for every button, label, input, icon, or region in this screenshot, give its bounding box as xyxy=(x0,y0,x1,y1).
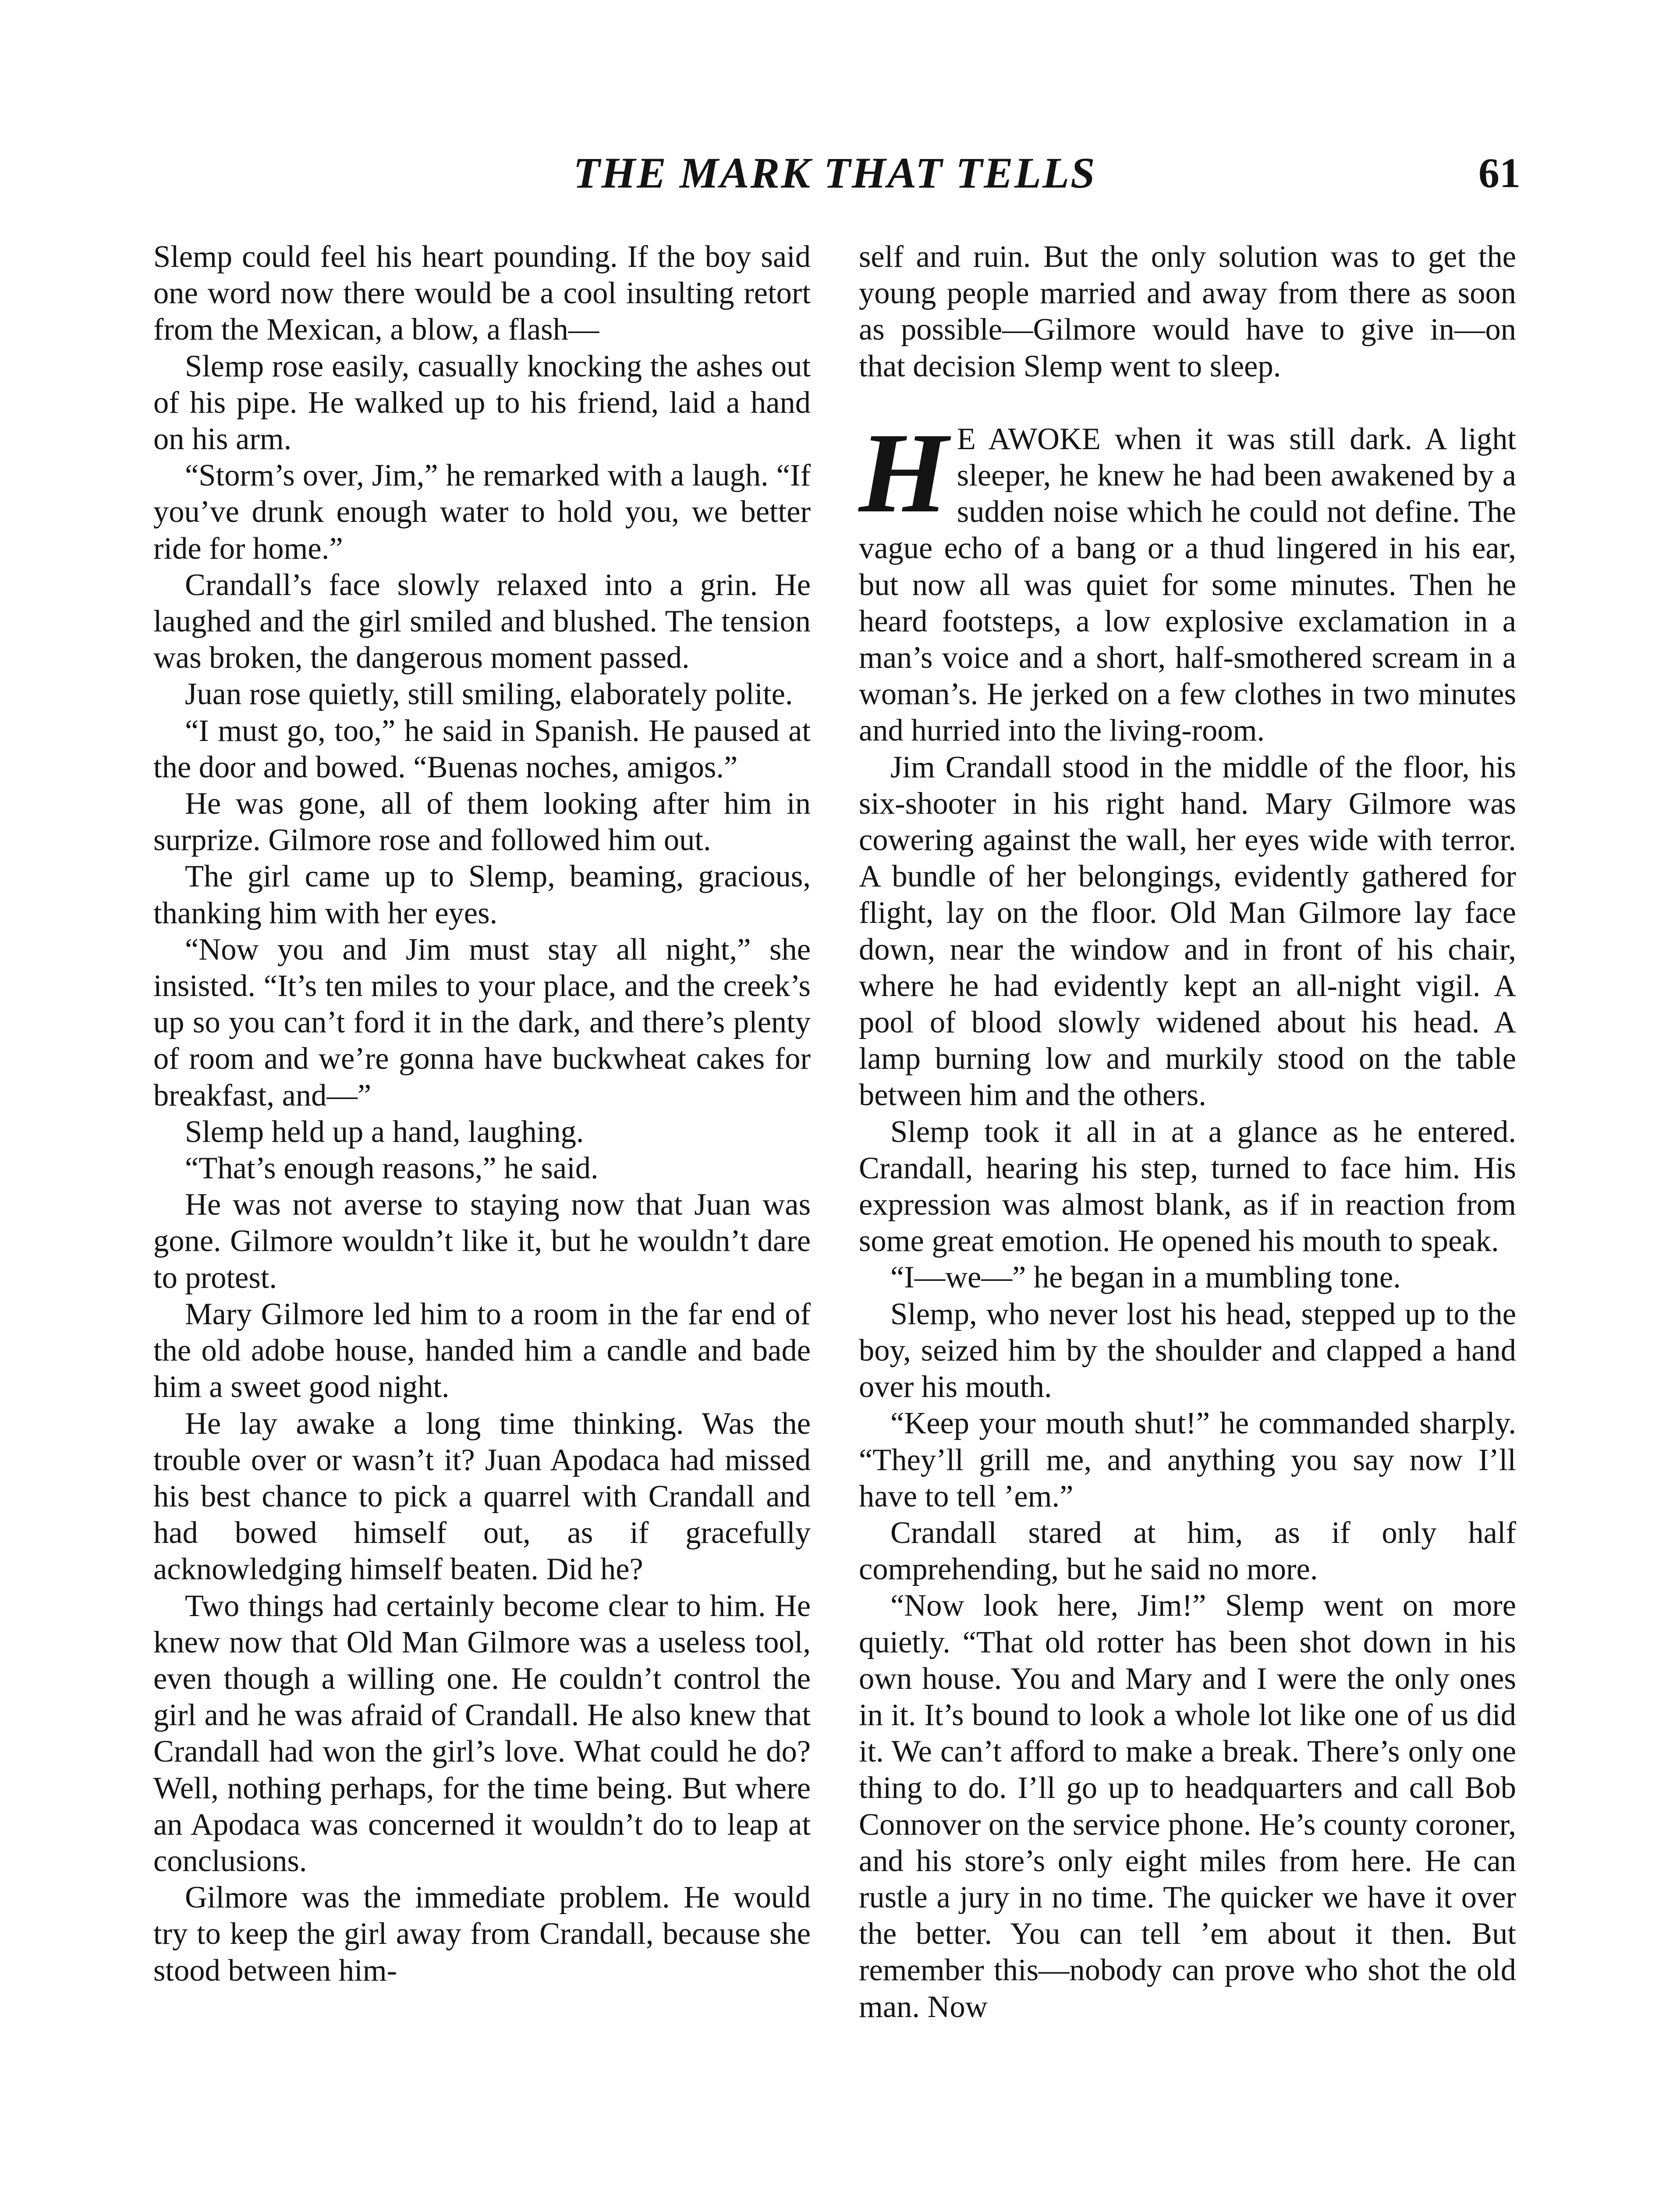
paragraph-continuation: self and ruin. But the only solution was to get the young people married and away from there as soon as possible—Gilmore would have to give in—on that decision Slemp went to sleep. xyxy=(859,240,1516,383)
paragraph: “Keep your mouth shut!” he commanded sharply. “They’ll grill me, and anything you say now I’ll have to tell ’em.” xyxy=(859,1406,1516,1514)
paragraph: “Now look here, Jim!” Slemp went on more quietly. “That old rotter has been shot down in his own house. You and Mary and I were the only ones in it. It’s bound to look a whole lot like one of us did it. We can’t afford to make a break. There’s only one thing to do. I’ll go up to headquarters and call Bob Connover on the service phone. He’s county coroner, and his store’s only eight miles from here. He can rustle a jury in no time. The quicker we have it over the better. You can tell ’em about it then. But remember this—nobody can prove who shot the old man. Now xyxy=(859,1588,1516,2024)
paragraph: “I must go, too,” he said in Spanish. He paused at the door and bowed. “Buenas noches, amigos.” xyxy=(153,713,811,784)
paragraph: He was gone, all of them looking after him in surprize. Gilmore rose and followed him out. xyxy=(153,787,811,858)
paragraph: Jim Crandall stood in the middle of the floor, his six-shooter in his right hand. Mary Gilmore was cowering against the wall, her eyes wide with terror. A bundle of her belongings, evidently gathered for flight, lay on the floor. Old Man Gilmore lay face down, near the window and in front of his chair, where he had evidently kept an all-night vigil. A pool of blood slowly widened about his head. A lamp burning low and murkily stood on the table between him and the others. xyxy=(859,750,1516,1113)
drop-cap: H xyxy=(859,409,948,536)
paragraph: Slemp could feel his heart pounding. If the boy said one word now there would be a cool insulting retort from the Mexican, a blow, a flash— xyxy=(153,240,811,347)
paragraph: Two things had certainly become clear to him. He knew now that Old Man Gilmore was a useless tool, even though a willing one. He couldn’t control the girl and he was afraid of Crandall. He also knew that Crandall had won the girl’s love. What could he do? Well, nothing perhaps, for the time being. But where an Apodaca was concerned it wouldn’t do to leap at conclusions. xyxy=(153,1588,811,1878)
paragraph: Crandall stared at him, as if only half comprehending, but he said no more. xyxy=(859,1515,1516,1587)
paragraph: Crandall’s face slowly relaxed into a grin. He laughed and the girl smiled and blushed. The tension was broken, the dangerous moment passed. xyxy=(153,567,811,675)
paragraph: Slemp held up a hand, laughing. xyxy=(185,1114,584,1149)
paragraph: Slemp took it all in at a glance as he entered. Crandall, hearing his step, turned to face him. His expression was almost blank, as if in reaction from some great emotion. He opened his mouth to speak. xyxy=(859,1114,1516,1259)
paragraph: Gilmore was the immediate problem. He would try to keep the girl away from Crandall, because she stood between him- xyxy=(153,1880,811,1988)
paragraph: The girl came up to Slemp, beaming, gracious, thanking him with her eyes. xyxy=(153,859,811,930)
page-title: THE MARK THAT TELLS xyxy=(573,149,1096,197)
paragraph: Mary Gilmore led him to a room in the far end of the old adobe house, handed him a candle and bade him a sweet good night. xyxy=(153,1297,811,1404)
opening-text: when it was still dark. A light sleeper, he knew he had been awakened by a sudden noise which he could not define. The vague echo of a bang or a thud lingered in his ear, but now all was quiet for some minutes. Then he heard footsteps, a low explosive exclamation in a man’s voice and a short, half-smothered scream in a woman’s. He jerked on a few clothes in two minutes and hurried into the living-room. xyxy=(859,422,1516,748)
right-column xyxy=(859,239,1516,2025)
paragraph: “I—we—” he began in a mumbling tone. xyxy=(890,1260,1401,1295)
paragraph: He lay awake a long time thinking. Was the trouble over or wasn’t it? Juan Apodaca had missed his best chance to pick a quarrel with Crandall and had bowed himself out, as if gracefully acknowledging himself beaten. Did he? xyxy=(153,1406,811,1587)
paragraph: “Now you and Jim must stay all night,” she insisted. “It’s ten miles to your place, and the creek’s up so you can’t ford it in the dark, and there’s plenty of room and we’re gonna have buckwheat cakes for breakfast, and—” xyxy=(153,932,811,1113)
paragraph: “That’s enough reasons,” he said. xyxy=(185,1151,599,1186)
paragraph: He was not averse to staying now that Juan was gone. Gilmore wouldn’t like it, but he wouldn’t dare to protest. xyxy=(153,1188,811,1295)
lead-in-text: E AWOKE xyxy=(957,422,1101,456)
paragraph: “Storm’s over, Jim,” he remarked with a laugh. “If you’ve drunk enough water to hold you, we better ride for home.” xyxy=(153,458,811,566)
paragraph: Slemp rose easily, casually knocking the ashes out of his pipe. He walked up to his friend, laid a hand on his arm. xyxy=(153,349,811,457)
paragraph: Juan rose quietly, still smiling, elaborately polite. xyxy=(185,677,793,712)
paragraph: Slemp, who never lost his head, stepped up to the boy, seized him by the shoulder and clapped a hand over his mouth. xyxy=(859,1297,1516,1404)
page-number: 61 xyxy=(1478,149,1521,196)
running-head xyxy=(149,145,1521,202)
left-column xyxy=(153,239,811,1989)
section-opening-paragraph xyxy=(859,409,1516,749)
